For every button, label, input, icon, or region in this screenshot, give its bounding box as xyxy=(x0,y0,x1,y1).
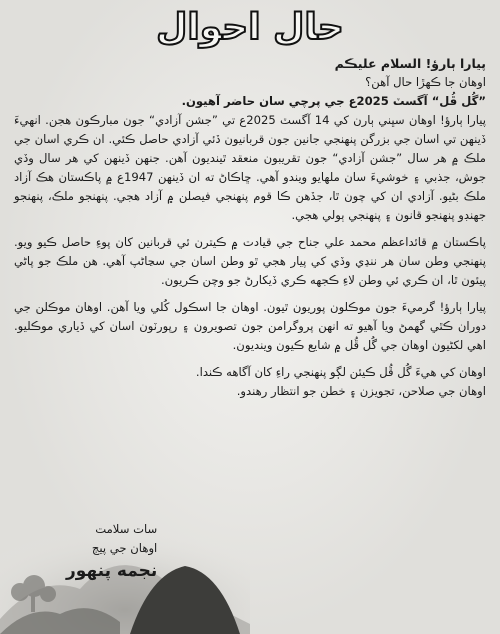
farewell: سات سلامت xyxy=(95,522,158,536)
feedback-line: اوهان کي هيءَ گُل ڦُل ڪيئن لڳو پنهنجي راءِ کان آگاهه ڪندا. xyxy=(195,365,486,379)
how-are-you-line: اوهان جا ڪهڙا حال آهن؟ xyxy=(365,75,486,89)
letters-line: اوهان جي صلاحن، تجويزن ۽ خطن جو انتظار رهندو. xyxy=(236,384,486,398)
author-name: نجمه پنهور xyxy=(66,561,158,581)
letter-body xyxy=(14,54,486,401)
greeting: پيارا ٻارؤ! السلام عليڪم xyxy=(334,56,486,71)
vacation-paragraph: پيارا ٻارؤ! گرميءَ جون موڪلون پوريون ٿيون. اوهان جا اسڪول کُلي ويا آهن. اوهان موڪلن جي دوران ڪٿي گهمڻ ويا آهيو ته انهن پروگرامن جون تصويرون ۽ رپورٽون اسان کي ڏياري موڪليو. اهي لکڻيون اوهان جي گُل ڦُل ۾ شايع ڪيون وينديون. xyxy=(14,300,486,352)
issue-intro: ”گُل ڦُل“ آگسٽ 2025ع جي پرچي سان حاضر آهيون. xyxy=(181,94,486,108)
pakistan-paragraph: پاڪستان ۾ قائداعظم محمد علي جناح جي قيادت ۾ ڪيترن ئي قربانين کان پوءِ حاصل ڪيو ويو. پنهنجي وطن سان هر ننڍي وڏي کي پيار هجي ٿو وطن اسان جي سڃاڻپ آهي. هن ملڪ جو پاڻي پيئون ٿا، ان ڪري ئي وطن لاءِ ڪجهه ڪري ڏيکارڻ جو وچن ڪريون. xyxy=(14,235,486,287)
signature-block xyxy=(66,520,157,584)
page-title: حال احوال xyxy=(156,7,344,48)
independence-paragraph: پيارا ٻارؤ! اوهان سڀني ٻارن کي 14 آگسٽ 2025ع تي ”جشن آزادي“ جون مبارڪون هجن. انهيءَ ڏينهن تي اسان جي بزرگن پنهنجي جانين جون قربانيون ڏئي آزادي حاصل ڪئي. ان ڪري اسان جي ملڪ ۾ هر سال ”جشن آزادي“ جون تقريبون منعقد ٿينديون آهن. جنهن ڏينهن کي هر سال وڏي جوش، جذبي ۽ خوشيءَ سان ملهايو ويندو آهي. ڇاڪاڻ ته ان ڏينهن 1947ع ۾ پاڪستان هڪ آزاد ملڪ بڻيو. آزادي ان کي چون ٿا، جڏهن ڪا قوم پنهنجي فيصلن ۾ آزاد هجي. پنهنجو ملڪ، پنهنجو جهنڊو پنهنجو قانون ۽ پنهنجي ٻولي هجي. xyxy=(14,113,486,222)
signature-line2: اوهان جي پيڄ xyxy=(91,541,158,555)
